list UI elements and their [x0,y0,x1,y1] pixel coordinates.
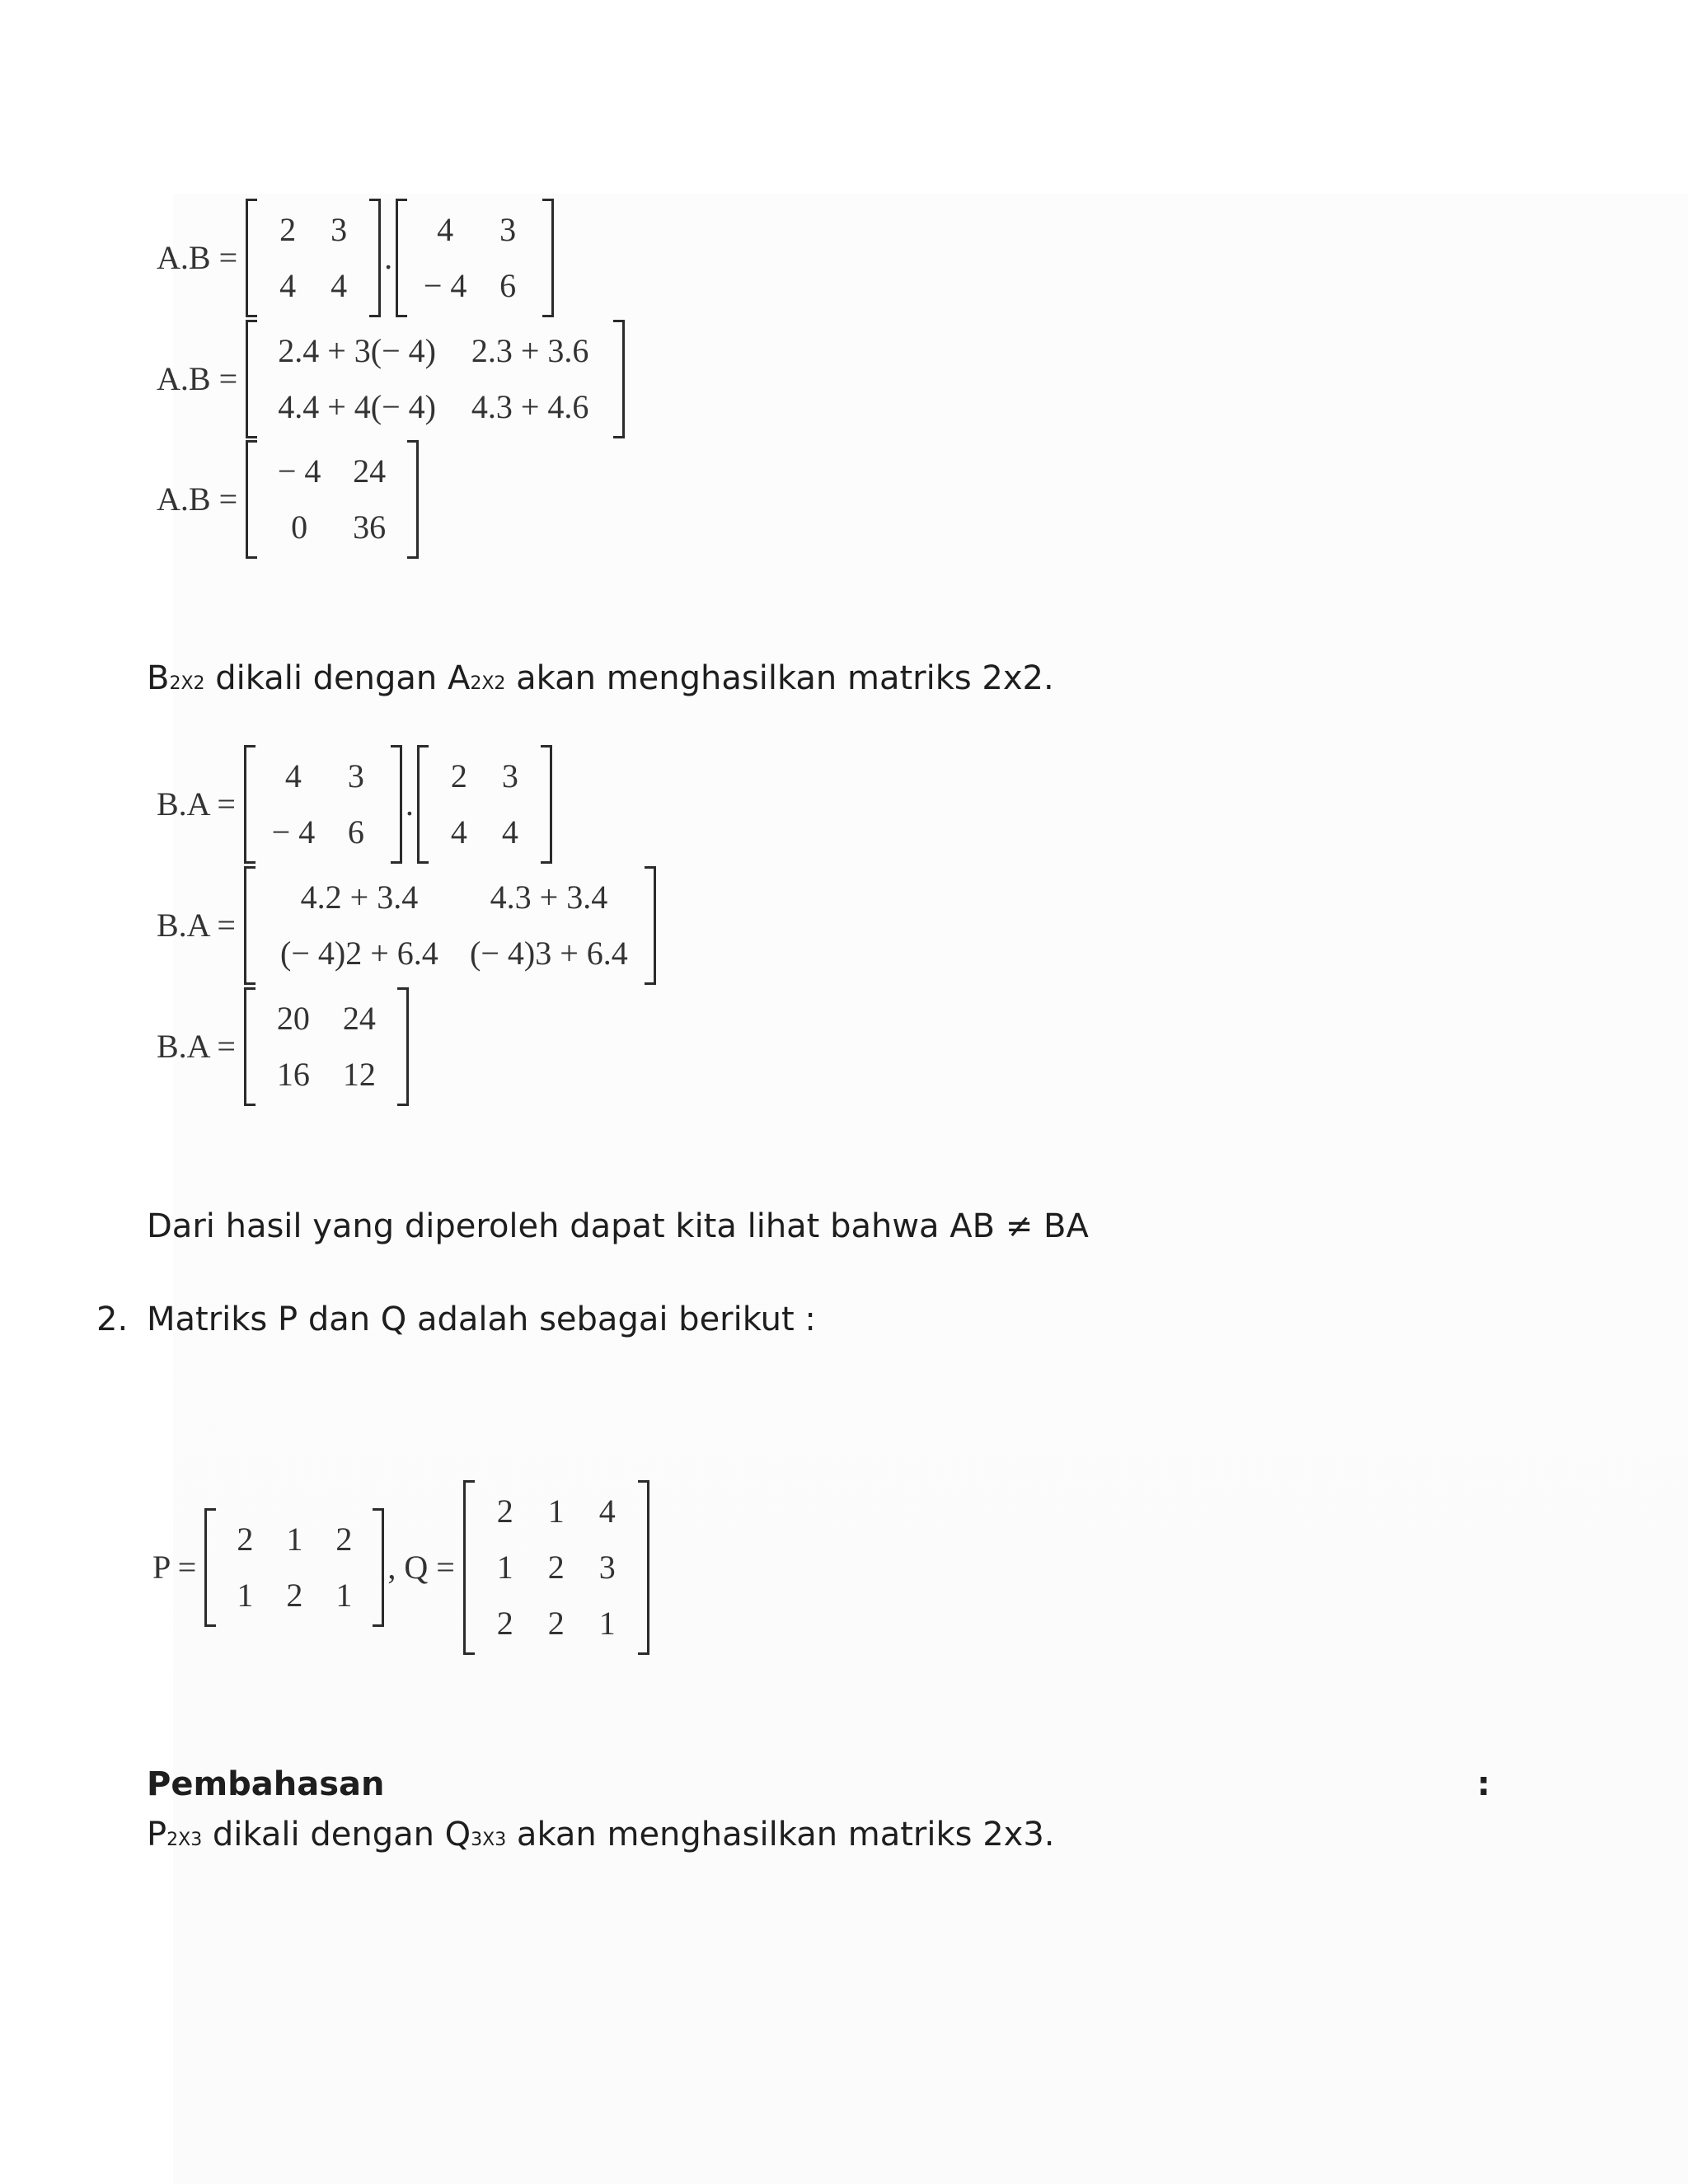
text-pq-intro: P2X3 dikali dengan Q3X3 akan menghasilkan matriks 2x3. [147,1816,1055,1854]
matrix-q [463,1483,649,1652]
list-item-text: Matriks P dan Q adalah sebagai berikut : [147,1301,816,1338]
matrix-cell: 36 [353,509,387,546]
matrix-cell: 0 [291,509,308,546]
matrix-cell: − 4 [277,452,321,490]
matrix-cell: 16 [276,1056,310,1093]
equation-ba-product [157,748,552,860]
matrix-ba-expanded [244,869,656,982]
matrix-cell: − 4 [423,267,467,304]
matrix-cell: 3 [347,757,364,794]
matrix-cell: 4 [284,757,302,794]
text-conclusion: Dari hasil yang diperoleh dapat kita lihat bahwa AB ≠ BA [147,1207,1089,1245]
matrix-cell: 3 [501,757,518,794]
matrix-a [417,748,552,860]
equation-lhs: B.A = [157,907,236,944]
equation-ab-result [157,443,419,555]
matrix-cell: − 4 [271,813,316,851]
equation-ba-result [157,991,409,1103]
matrix-cell: 1 [286,1521,303,1558]
matrix-cell: 4 [437,211,454,248]
matrix-cell: 2.3 + 3.6 [471,332,589,369]
matrix-cell: 4.2 + 3.4 [300,879,419,916]
matrix-p [204,1511,384,1624]
equation-ba-expanded [157,869,656,982]
matrix-cell: 2 [547,1549,565,1586]
matrix-cell: 4 [279,267,297,304]
matrix-ba-result [244,991,409,1103]
matrix-cell: 2 [286,1577,303,1614]
equation-ab-product [157,202,554,314]
matrix-cell: 1 [496,1549,513,1586]
matrix-cell: 4 [331,267,348,304]
matrix-cell: 1 [237,1577,254,1614]
matrix-cell: 2 [450,757,467,794]
matrix-cell: 12 [342,1056,376,1093]
heading-colon: : [1477,1765,1490,1803]
multiplication-dot: . [405,785,414,823]
matrix-cell: 24 [353,452,387,490]
matrix-b [244,748,402,860]
multiplication-dot: . [384,239,393,276]
text-ba-intro: B2X2 dikali dengan A2X2 akan menghasilkan matriks 2x2. [147,659,1054,697]
matrix-cell: 1 [547,1493,565,1530]
matrix-cell: 1 [335,1577,353,1614]
matrix-ab-result [246,443,419,555]
matrix-cell: 4 [450,813,467,851]
matrix-cell: 4 [501,813,518,851]
matrix-cell: 6 [347,813,364,851]
equation-lhs: A.B = [157,239,238,276]
matrix-cell: 20 [276,1000,310,1037]
matrix-cell: 3 [331,211,348,248]
matrix-cell: 2 [496,1493,513,1530]
matrix-cell: 1 [598,1605,616,1642]
matrix-cell: 4 [598,1493,616,1530]
equation-lhs: A.B = [157,360,238,397]
matrix-cell: 2 [496,1605,513,1642]
q-lhs: Q = [404,1549,455,1586]
equation-lhs: B.A = [157,1028,236,1065]
matrix-cell: 24 [342,1000,376,1037]
matrix-cell: 6 [499,267,517,304]
list-number: 2. [96,1301,129,1338]
comma-separator: , [387,1549,396,1586]
matrix-cell: 2.4 + 3(− 4) [278,332,436,369]
p-lhs: P = [152,1549,197,1586]
equation-p-q [152,1483,649,1652]
section-heading: Pembahasan [147,1765,385,1803]
matrix-cell: 3 [499,211,517,248]
equation-lhs: A.B = [157,480,238,518]
matrix-cell: 4.3 + 4.6 [471,388,589,425]
matrix-cell: 2 [237,1521,254,1558]
matrix-ab-expanded [246,323,625,435]
matrix-b [396,202,554,314]
equation-lhs: B.A = [157,785,236,823]
matrix-cell: 4.3 + 3.4 [490,879,608,916]
matrix-cell: (− 4)3 + 6.4 [470,935,628,972]
matrix-cell: 2 [335,1521,353,1558]
matrix-cell: (− 4)2 + 6.4 [280,935,438,972]
matrix-cell: 2 [279,211,297,248]
equation-ab-expanded [157,323,625,435]
matrix-a [246,202,381,314]
matrix-cell: 3 [598,1549,616,1586]
matrix-cell: 2 [547,1605,565,1642]
matrix-cell: 4.4 + 4(− 4) [278,388,436,425]
